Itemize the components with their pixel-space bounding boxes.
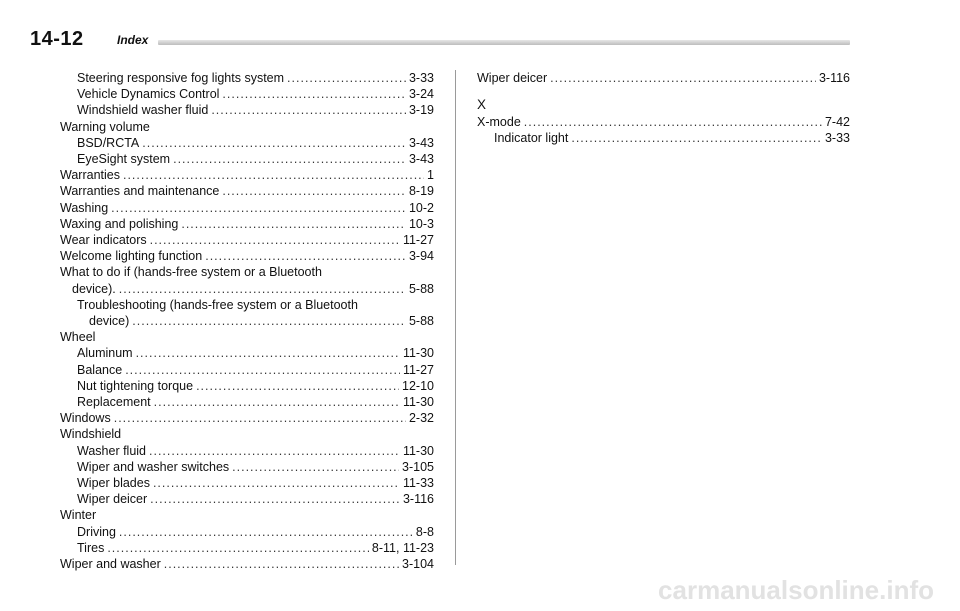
dot-leader	[196, 378, 399, 394]
entry-term: Nut tightening torque	[77, 378, 194, 393]
entry-page: 11-30	[402, 346, 434, 361]
index-entry-row	[60, 70, 434, 86]
entry-page: 3-104	[402, 557, 434, 572]
index-entry	[60, 264, 434, 296]
index-entry-row	[60, 459, 434, 475]
index-entry-row	[60, 183, 434, 199]
index-entry	[60, 556, 434, 572]
index-entry	[60, 135, 434, 151]
index-entry	[60, 345, 434, 361]
entry-page: 11-30	[402, 443, 434, 458]
entry-page: 3-116	[818, 71, 850, 85]
entry-page: 11-33	[402, 476, 434, 491]
entry-term: Wear indicators	[60, 233, 147, 248]
entry-term: X-mode	[477, 115, 521, 130]
entry-page: 7-42	[824, 115, 850, 130]
dot-leader	[150, 232, 400, 248]
index-entry-row	[60, 86, 434, 102]
dot-leader	[132, 313, 406, 329]
entry-page: 3-24	[408, 87, 434, 102]
entry-page: 11-27	[402, 233, 434, 248]
dot-leader	[125, 362, 400, 378]
entry-term: Warranties	[60, 168, 120, 183]
index-entry	[60, 459, 434, 475]
index-entry-row	[60, 475, 434, 491]
index-entry	[477, 114, 850, 130]
dot-leader	[222, 86, 406, 102]
entry-term: Wiper and washer	[60, 557, 161, 572]
dot-leader	[150, 491, 400, 507]
index-entry	[60, 378, 434, 394]
index-entry-row	[60, 378, 434, 394]
dot-leader	[153, 475, 400, 491]
entry-page: 11-27	[402, 362, 434, 377]
dot-leader	[524, 114, 822, 130]
entry-term-continued: device).	[72, 281, 116, 296]
entry-page: 5-88	[408, 314, 434, 329]
entry-term: Wiper and washer switches	[77, 459, 230, 474]
entry-term: Driving	[77, 524, 116, 539]
dot-leader	[181, 216, 406, 232]
index-entry	[477, 130, 850, 146]
entry-term: Indicator light	[494, 131, 569, 146]
index-heading: Warning volume	[60, 119, 150, 134]
index-heading: Windshield	[60, 427, 122, 442]
index-entry-row	[60, 524, 434, 540]
entry-page: 3-19	[408, 103, 434, 118]
index-entry-row	[77, 313, 434, 329]
index-entry	[60, 102, 434, 118]
entry-term: Wiper deicer	[77, 492, 148, 507]
index-entry	[60, 248, 434, 264]
index-entry-row	[477, 114, 850, 130]
entry-term: Aluminum	[77, 346, 133, 361]
index-entry-row	[60, 345, 434, 361]
dot-leader	[119, 281, 406, 297]
page-header	[30, 27, 850, 53]
entry-page: 8-11, 11-23	[371, 540, 434, 555]
entry-term: Replacement	[77, 395, 151, 410]
header-rule	[158, 40, 850, 45]
index-letter-heading: X	[477, 97, 487, 113]
entry-page: 11-30	[402, 395, 434, 410]
dot-leader	[136, 345, 400, 361]
dot-leader	[571, 130, 822, 146]
index-entry-row	[60, 167, 434, 183]
entry-page: 3-43	[408, 152, 434, 167]
dot-leader	[149, 443, 400, 459]
index-entry-row	[60, 491, 434, 507]
index-entry-row	[477, 130, 850, 146]
entry-term: Wiper blades	[77, 476, 150, 491]
entry-page: 12-10	[402, 378, 434, 393]
index-entry-row	[60, 362, 434, 378]
index-heading: Wheel	[60, 330, 96, 345]
entry-term: Windshield washer fluid	[77, 103, 209, 118]
dot-leader	[287, 70, 406, 86]
index-column-left	[60, 70, 434, 572]
index-entry	[60, 86, 434, 102]
index-entry	[60, 491, 434, 507]
entry-page: 3-94	[408, 249, 434, 264]
index-entry-row	[60, 102, 434, 118]
entry-page: 3-116	[402, 492, 434, 507]
index-entry-row	[60, 248, 434, 264]
index-entry-row	[60, 151, 434, 167]
index-entry	[60, 524, 434, 540]
index-entry-row	[60, 216, 434, 232]
index-entry-row	[60, 281, 434, 297]
index-column-right	[477, 70, 850, 147]
dot-leader	[114, 410, 406, 426]
entry-term: Balance	[77, 362, 123, 377]
section-title: Index	[117, 33, 149, 47]
entry-page: 3-105	[402, 459, 434, 474]
entry-term: Welcome lighting function	[60, 249, 203, 264]
index-entry	[60, 70, 434, 86]
page-number: 14-12	[30, 28, 84, 50]
entry-term: Waxing and polishing	[60, 216, 179, 231]
index-entry-row	[60, 443, 434, 459]
index-entry	[60, 410, 434, 426]
dot-leader	[123, 167, 424, 183]
entry-page: 3-43	[408, 135, 434, 150]
index-entry-row	[60, 135, 434, 151]
entry-page: 10-3	[408, 216, 434, 231]
entry-term: Steering responsive fog lights system	[77, 71, 285, 85]
entry-page: 5-88	[408, 281, 434, 296]
column-divider	[455, 70, 456, 565]
entry-term: Wiper deicer	[477, 71, 548, 85]
index-entry-row	[60, 556, 434, 572]
index-entry-row	[60, 540, 434, 556]
index-entry	[60, 151, 434, 167]
entry-term: Washing	[60, 200, 109, 215]
dot-leader	[107, 540, 369, 556]
entry-page: 3-33	[408, 71, 434, 85]
entry-term: EyeSight system	[77, 152, 171, 167]
dot-leader	[550, 70, 816, 86]
entry-page: 10-2	[408, 200, 434, 215]
index-entry	[60, 167, 434, 183]
entry-term: Warranties and maintenance	[60, 184, 220, 199]
entry-page: 8-8	[415, 524, 434, 539]
index-entry	[60, 232, 434, 248]
watermark: carmanualsonline.info	[658, 575, 934, 605]
entry-page: 8-19	[408, 184, 434, 199]
dot-leader	[142, 135, 406, 151]
index-entry	[60, 216, 434, 232]
index-entry	[60, 183, 434, 199]
index-entry	[60, 443, 434, 459]
index-entry	[60, 297, 434, 329]
index-entry-row	[60, 200, 434, 216]
entry-term: Tires	[77, 540, 105, 555]
index-entry-row	[60, 410, 434, 426]
entry-term: Troubleshooting (hands-free system or a Bluetooth	[77, 297, 358, 312]
dot-leader	[154, 394, 400, 410]
index-entry	[60, 540, 434, 556]
entry-term: Washer fluid	[77, 443, 147, 458]
dot-leader	[205, 248, 406, 264]
entry-page: 1	[427, 168, 434, 183]
index-entry	[60, 200, 434, 216]
index-entry-row	[60, 232, 434, 248]
dot-leader	[211, 102, 406, 118]
dot-leader	[164, 556, 399, 572]
entry-term-continued: device)	[89, 314, 130, 329]
entry-page: 3-33	[824, 131, 850, 146]
entry-page: 2-32	[408, 411, 434, 426]
entry-term: Windows	[60, 411, 111, 426]
index-heading: Winter	[60, 508, 97, 523]
dot-leader	[173, 151, 406, 167]
index-entry-row	[60, 394, 434, 410]
index-entry	[60, 362, 434, 378]
dot-leader	[232, 459, 399, 475]
index-entry-row	[477, 70, 850, 86]
dot-leader	[222, 183, 406, 199]
dot-leader	[119, 524, 413, 540]
entry-term: Vehicle Dynamics Control	[77, 87, 220, 102]
entry-term: BSD/RCTA	[77, 135, 140, 150]
entry-term: What to do if (hands-free system or a Bluetooth	[60, 265, 322, 280]
index-entry	[477, 70, 850, 86]
dot-leader	[111, 200, 406, 216]
index-entry	[60, 475, 434, 491]
index-entry	[60, 394, 434, 410]
